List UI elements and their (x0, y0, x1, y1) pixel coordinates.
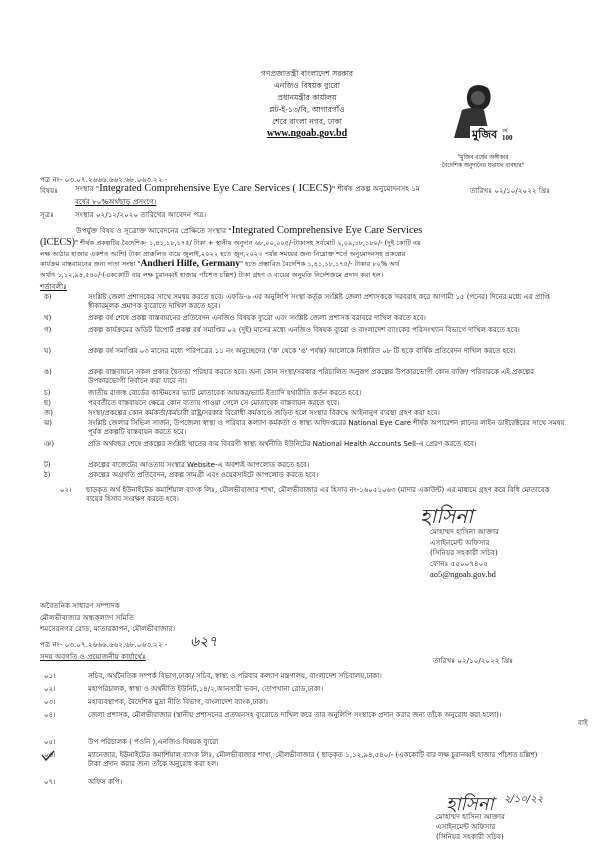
copy-ref-handwritten: ৬২৭ (190, 634, 218, 650)
subject-post: " শীর্ষক প্রকল্প অনুমোদনসহ ১ম (331, 184, 420, 193)
signature-2-date: ২/১০/২২ (504, 794, 544, 805)
subject-pre: সংস্থার " (75, 184, 100, 193)
copy-item-number: ০৪। (44, 711, 56, 719)
intro-line-4-post: " হতে প্রস্তাবিত বৈদেশিক ১,৪১,১৮,১৭৫/- টাকার ৮০% অর্থ (239, 260, 400, 268)
signatory-designation: এসাইনমেন্ট অফিসার (430, 537, 490, 547)
intro-line-1-pre: উপর্যুক্ত বিষয় ও সূত্রোক্ত আবেদনের প্রেক্ষিতে সংস্থার " (76, 226, 232, 235)
subject (75, 184, 420, 193)
condition-text: সংশ্লিষ্ট জেলা প্রশাসকের সাথে সমন্বয় করতে হবে। এফডি-৬ এর অনুলিপি সংস্থা কর্তৃক সংশ্লিষ্ট জেলা প্রশাসককে সরবরাহ করে আগামী ১৫ (পনের) দিনের মধ্যে এর প্রাপ্তি স্বীকারমূলক প্রমাণক ব্যুরোতে দাখিল করতে হবে। (88, 293, 551, 310)
condition-number: ক) (44, 293, 52, 301)
signatory-block-1 (430, 527, 499, 580)
release-text: ছাড়কৃত অর্থ ইউনাইটেড কমার্শিয়াল ব্যাংক লিঃ, মৌলভীবাজার শাখা, মৌলভীবাজার এর হিসাব নং-১৬০৫১০৬৩ (মাদার একাউন্ট) এর মাধ্যমে গ্রহণ করে বিধি মোতাবেক ব্যয়ের হিসাব সংরক্ষণ করতে হবে। (86, 486, 550, 503)
condition-text: প্রকল্প বর্ষ সমাপ্তির ০৩ মাসের মধ্যে পরিপত্রের ১১ নং অনুচ্ছেদের ('ক' থেকে 'ঙ' পর্যন্ত) আলোকে নির্ধারিত ০৮ টি ছকে বার্ষিক প্রতিবেদন দাখিল করতে হবে। (88, 347, 516, 355)
condition-number: ট) (44, 461, 51, 469)
condition-number: গ) (44, 326, 52, 334)
intro-line-5: অর্থাৎ ১,১২,৯৪,৫৪০/-(এককোটি বার লক্ষ চুরানব্বই হাজার পাঁচশত চল্লিশ) টাকা গ্রহণ ও ব্যয়ের অনুমতি নির্দেশক্রমে প্রদান করা হল। (40, 271, 384, 279)
condition-number: ঙ) (44, 368, 52, 376)
copy-item-text: মহাব্যবস্থাপক, বৈদেশিক মুদ্রা নীতি বিভাগ, বাংলাদেশ ব্যাংক,ঢাকা। (88, 698, 268, 706)
copy-item-text: ম্যানেজার, ইউনাইটেড কমার্শিয়াল ব্যাংক লিঃ, মৌলভীবাজার শাখা, মৌলভীবাজার ( ছাড়কৃত ১,১২,৯৪,৫৪০/- (এককোটি বার লক্ষ চুরানব্বই হাজার পাঁচশত চল্লিশ) টাকা প্রদান করার জন্য তাঁকে অনুরোধ করা হল। (88, 751, 538, 768)
condition-text: সংস্থা/প্রকল্পের কোন কর্মকর্তা/কর্মচারী রাষ্ট্র/সরকার বিরোধী কর্মকাণ্ডে জড়িত হলে সংস্থার বিরুদ্ধে আইনানুগ ব্যবস্থা গ্রহণ করা হবে। (88, 409, 440, 417)
condition-text: প্রকল্প বর্ষ শেষে প্রকল্প বাস্তবায়নের প্রতিবেদন এনজিও বিষয়ক ব্যুরো এবং সংশ্লিষ্ট জেলা প্রশাসক বরাবরে দাখিল করতে হবে। (88, 314, 426, 322)
condition-text: প্রকল্পের অগ্রগতি প্রতিবেদন, প্রকল্প সামগ্রী এবং ওয়েবসাইটে আপলোড করতে হবে। (88, 471, 319, 479)
letterhead-line-2: এনজিও বিষয়ক ব্যুরো (274, 81, 340, 90)
letterhead-line-5: শেরে বাংলা নগর, ঢাকা (272, 117, 342, 126)
signatory-rank: (সিনিয়র সহকারী সচিব) (430, 548, 498, 557)
condition-number: ঞ) (44, 440, 55, 448)
logo-text: মুজিব (470, 126, 499, 145)
recipient-line-2: মৌলভীবাজার অন্ধকল্যাণ সমিতি (40, 612, 134, 622)
intro-line-2-text: " শীর্ষক প্রকল্পটির বৈদেশিক- ১,৪১,১৮,১৭৫/ টাকা + স্থানীয় অনুদান ৬৮,০০,০০৫/-টাকাসহ সর্বমোট ২,০৯,১৮,১৮০/- (দুই কোটি নয় (75, 239, 421, 247)
letterhead-line-4: প্লট-ই-১৩/বি, আগারগাঁও (269, 105, 345, 114)
logo-caption-line-1: "মুজিব বর্ষের অঙ্গীকার (457, 155, 509, 161)
signatory-2-rank: (সিনিয়র সহকারী সচিব) (436, 832, 504, 841)
signature-2: হাসিনা (446, 794, 494, 815)
mujib-borsho-logo (440, 80, 540, 152)
signature-1: হাসিনা (420, 504, 473, 528)
copy-title: সদয় অবগতি ও প্রয়োজনীয় কার্যার্থেঃ (40, 652, 146, 661)
copy-item-number: ০৬। (44, 751, 56, 759)
letterhead-line-1: গণপ্রজাতন্ত্রী বাংলাদেশ সরকার (260, 69, 354, 78)
signatory-2-designation: এসাইনমেন্ট অফিসার (436, 822, 496, 831)
condition-text: প্রতি অর্থবছর শেষে প্রকল্পের সংশ্লিষ্ট খাতের ব্যয় বিবরণী স্বাস্থ্য অর্থনীতি ইউনিটের National Health Accounts Sell-এ প্রেরণ করতে হবে। (88, 440, 477, 448)
recipient-line-3: শমসেরনগর রোড, মাতারকাপন, মৌলভীবাজার। (40, 624, 176, 633)
subject-label: বিষয়ঃ (40, 186, 59, 195)
copy-item-text: মহাপরিচালক, স্বাস্থ্য ও অর্থনীতি ইউনিট,১৪/২,আনসারী ভবন, তোপখানা রোড,ঢাকা। (88, 685, 324, 693)
intro-line-1 (76, 226, 422, 235)
copy-date: তারিখঃ ০২/১০/২০২২ খ্রিঃ (433, 656, 514, 665)
conditions-title: শর্তাবলীঃ (40, 282, 67, 291)
condition-number: ঠ) (44, 471, 51, 479)
memo-date: তারিখঃ ০২/১০/২০২২ খ্রিঃ (470, 186, 551, 195)
check-mark-icon (40, 748, 56, 767)
copy-item-text: সচিব, অর্থনৈতিক সম্পর্ক বিভাগ,ঢাকা/ সচিব, স্বাস্থ্য ও পরিবার কল্যাণ মন্ত্রণালয়, বাংলাদেশ সচিবালয়,ঢাকা। (88, 672, 382, 680)
condition-number: ঘ) (44, 347, 52, 355)
signatory-2-name: মোহাম্মদ হাসিনা আক্তার (436, 812, 505, 821)
condition-text: প্রকল্পের বাজেটের আওতায় সংস্থার Website-এ অবশ্যই আপলোড করতে হবে। (88, 461, 310, 469)
copy-item-number: ০১। (44, 672, 56, 680)
reference-text: সংস্থার ০২/১২/২০২০ তারিখের আবেদন পত্র। (75, 210, 207, 219)
intro-line-2 (40, 238, 421, 248)
copy-item-number: ০৭। (44, 778, 56, 786)
subject-project-name: Integrated Comprehensive Eye Care Services ( ICECS) (99, 183, 332, 194)
logo-caption (418, 154, 548, 170)
copy-item-number: ০৩। (44, 698, 56, 706)
letterhead (197, 68, 417, 140)
letterhead-line-3: প্রধানমন্ত্রীর কার্যালয় (277, 93, 337, 102)
intro-line-4 (40, 260, 399, 269)
signatory-phone: ফোনঃ ৫৫০০৭৪০৫ (430, 558, 489, 568)
condition-number: ঝ) (44, 419, 53, 427)
copy-item-text: জেলা প্রশাসক, মৌলভীবাজার (স্থানীয় প্রশাসনের প্রত্যয়নসহ ব্যুরোতে দাখিল করে তার অনুলিপি সংস্থাকে প্রদান করার জন্য তাঁকে অনুরোধ করা হলো)। (88, 711, 502, 719)
donor-name: Andheri Hilfe, Germany (140, 259, 240, 269)
copy-item-number: ০২। (44, 685, 56, 693)
signatory-block-2 (436, 812, 505, 842)
condition-number: খ) (44, 314, 52, 322)
subject-line-2: বর্ষের ৮০%অর্থছাড় প্রসংগে। (75, 197, 157, 206)
reference-label: সূত্রঃ (40, 210, 54, 219)
condition-number: চ) (44, 389, 51, 397)
intro-project-name: Integrated Comprehensive Eye Care Services (231, 225, 423, 236)
intro-abbrev: (ICECS) (40, 237, 75, 248)
copy-item-text: অফিস কপি। (88, 778, 123, 786)
signatory-email[interactable]: ao5@ngoab.gov.bd (430, 569, 496, 579)
copy-ref: পত্র নং- ০৩.০৭.২৬৬৬.৬৬২.৬৮.০৬৩.২২ - (40, 640, 168, 649)
condition-text: সংশ্লিষ্ট জেলার সিভিল সার্জন, উপজেলা স্বাস্থ্য ও পরিবার কল্যাণ কর্মকর্তা ও স্বাস্থ্য অধিদপ্তরের National Eye Care শীর্ষক অপারেশন প্লানের লাইন ডাইরেক্টরের সাথে সমন্বয় পূর্বক প্রকল্পটি বাস্তবায়ন করতে হবে। (88, 419, 565, 436)
copy-item-text: উপ পরিচালক ( পওনি ),এনজিও বিষয়ক ব্যুরো (88, 738, 219, 746)
condition-text: প্রকল্প কার্যক্রমের অডিট রিপোর্ট প্রকল্প বর্ষ সমাপ্তির ০২ (দুই) মাসের মধ্যে এনজিও বিষয়ক ব্যুরো ও বাংলাদেশ ব্যাংকের পরিসংখ্যান বিভাগে দাখিল করতে হবে। (88, 326, 520, 334)
margin-note: বাই (578, 718, 588, 727)
copy-item-number: ০৫। (44, 738, 56, 746)
recipient-line-1: অবৈতনিক সাধারণ সম্পাদক (40, 601, 120, 610)
intro-line-3: লক্ষ আঠার হাজার একশত আশি) টাকা প্রাক্কলিত ব্যয়ে জুলাই,২০২২ হতে জুন,২০২৩ পর্যন্ত সময়ের জন্য নিম্নোক্ত শর্তে অনুমোদনসহ প্রকল্পের (40, 250, 406, 258)
logo-caption-line-2: বৈদেশিক অনুদানের যথাযথ ব্যবহার" (441, 163, 525, 169)
condition-number: জ) (44, 409, 53, 417)
intro-line-4-pre: কার্যক্রম বাস্তবায়নের জন্য দাতা সংস্থা " (40, 260, 141, 268)
condition-text: পরবর্তীতে বাস্তবায়নে ক্ষেত্রে কোন ব্যত্যয় পাওয়া গেলে সে মোতাবেক বাস্তবায়ন করতে হবে। (88, 399, 340, 407)
signatory-name: মোহাম্মদ হাসিনা আক্তার (430, 527, 499, 536)
website-link[interactable]: www.ngoab.gov.bd (266, 128, 348, 139)
release-number: ০২। (60, 486, 72, 494)
condition-text: প্রকল্প বাস্তবায়নে সকল প্রকার দ্বৈততা পরিহার করতে হবে। অন্য কোন সংস্থা/সরকার পরিচালিত অনুরূপ প্রকল্পের উপকারভোগী কোন ব্যক্তি/ পরিবারকে এই প্রকল্পের উপকারভোগী নির্বাচন করা যাবে না। (88, 368, 534, 385)
recipient-address (40, 600, 175, 635)
condition-text: জাতীয় রাজস্ব বোর্ডের কাস্টমসের ভ্যাট মোতাবেক আয়কর/ভ্যাট ইত্যাদি যথারীতি কর্তন করতে হবে। (88, 389, 362, 397)
condition-number: ছ) (44, 399, 51, 407)
memo-ref: পত্র নং- ০৩.০৭.২৬৬৬.৬৬২.৬৮.০৬৩.২২ - (40, 175, 168, 184)
logo-number: 100 (502, 134, 513, 142)
logo-sub: বর্ষ (502, 128, 508, 134)
